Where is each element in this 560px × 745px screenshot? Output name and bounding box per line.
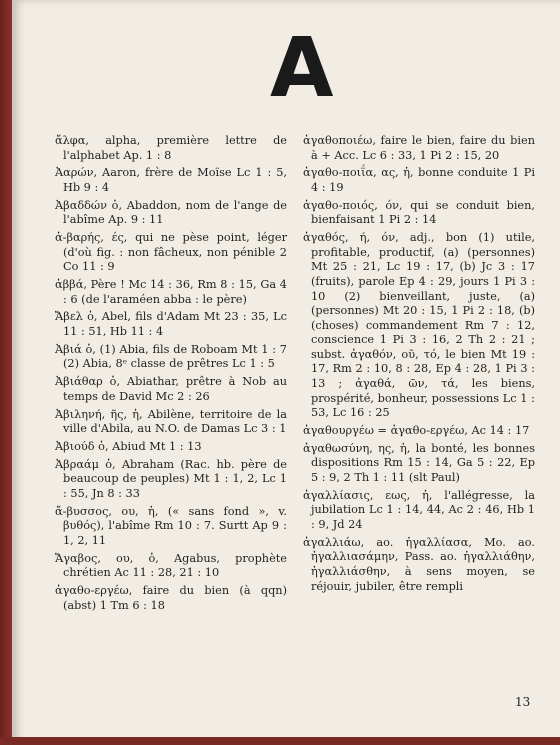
dictionary-entry: Ἀβιούδ ὁ, Abiud Mt 1 : 13	[55, 439, 202, 453]
dictionary-entry: ἀγαθο-εργέω, faire du bien (à qqn) (abst) 1 Tm 6 : 18	[55, 584, 287, 612]
dictionary-entry: ἀγαθο-ποιΐα, ας, ἡ, bonne conduite 1 Pi 4 : 19	[303, 166, 535, 194]
dictionary-entry: ἀγαθουργέω = ἀγαθο-εργέω, Ac 14 : 17	[303, 424, 530, 438]
book-edge	[0, 0, 12, 745]
book-edge-bottom	[0, 737, 560, 745]
dictionary-entry: ἀγαθός, ή, όν, adj., bon (1) utile, profitable, productif, (a) (personnes) Mt 25 : 21, Lc 19 : 17, (b) Jc 3 : 17 (fruits), parole Ep 4 : 29, jours 1 Pi 3 : 10 (2) bienveillant, juste, (a) (personnes) Mt 20 : 15, 1 Pi 2 : 18, (b) (choses) commandement Rm 7 : 12, conscience 1 Pi 3 : 16, 2 Th 2 : 21 ; subst. ἀγαθόν, οῦ, τό, le bien Mt 19 : 17, Rm 2 : 10, 8 : 28, Ep 4 : 28, 1 Pi 3 : 13 ; ἀγαθά, ῶν, τά, les biens, prospérité, bonheur, possessions Lc 1 : 53, Lc 16 : 25	[303, 231, 535, 420]
dictionary-entry: Ἀβιληνή, ῆς, ἡ, Abilène, territoire de la ville d'Abila, au N.O. de Damas Lc 3 : 1	[55, 407, 287, 436]
page-number: 13	[515, 695, 531, 709]
dictionary-entry: Ἀβαδδών ὁ, Abaddon, nom de l'ange de l'abîme Ap. 9 : 11	[55, 198, 287, 227]
dictionary-entry: Ἀβιά ὁ, (1) Abia, fils de Roboam Mt 1 : 7 (2) Abia, 8ᵉ classe de prêtres Lc 1 : 5	[55, 342, 287, 371]
dictionary-entry: Ἀαρών, Aaron, frère de Moïse Lc 1 : 5, Hb 9 : 4	[55, 166, 287, 194]
dictionary-entry: ἀγαλλίασις, εως, ἡ, l'allégresse, la jubilation Lc 1 : 14, 44, Ac 2 : 46, Hb 1 : 9, Jd 24	[303, 488, 535, 531]
dictionary-entry: ἀγαθωσύνη, ης, ἡ, la bonté, les bonnes dispositions Rm 15 : 14, Ga 5 : 22, Ep 5 : 9, 2 Th 1 : 11 (slt Paul)	[303, 441, 535, 484]
section-letter: A	[270, 21, 334, 116]
dictionary-entry: ἄλφα, alpha, première lettre de l'alphabet Ap. 1 : 8	[55, 134, 287, 162]
dictionary-entry: Ἄβελ ὁ, Abel, fils d'Adam Mt 23 : 35, Lc 11 : 51, Hb 11 : 4	[55, 310, 287, 339]
dictionary-entry: Ἀβραάμ ὁ, Abraham (Rac. hb. père de beaucoup de peuples) Mt 1 : 1, 2, Lc 1 : 55, Jn 8 : 33	[55, 457, 287, 500]
right-column	[303, 134, 535, 597]
left-column	[55, 134, 287, 616]
dictionary-entry: ἀββά, Père ! Mc 14 : 36, Rm 8 : 15, Ga 4 : 6 (de l'araméen abba : le père)	[55, 278, 287, 306]
dictionary-entry: ἀγαθοποιέω, faire le bien, faire du bien à + Acc. Lc 6 : 33, 1 Pi 2 : 15, 20	[303, 134, 535, 162]
dictionary-entry: ἀγαθο-ποιός, όν, qui se conduit bien, bienfaisant 1 Pi 2 : 14	[303, 198, 535, 227]
dictionary-entry: ἄ-βυσσος, ου, ἡ, (« sans fond », v. βυθός), l'abîme Rm 10 : 7. Surtt Ap 9 : 1, 2, 11	[55, 504, 287, 547]
dictionary-entry: ἀγαλλιάω, ao. ἠγαλλίασα, Mo. ao. ἠγαλλιασάμην, Pass. ao. ἠγαλλιάθην, ἠγαλλιάσθην, à sens moyen, se réjouir, jubiler, être rempli	[303, 535, 535, 593]
dictionary-entry: Ἀβιάθαρ ὁ, Abiathar, prêtre à Nob au temps de David Mc 2 : 26	[55, 375, 287, 403]
dictionary-entry: ἀ-βαρής, ές, qui ne pèse point, léger (d'où fig. : non fâcheux, non pénible 2 Co 11 : 9	[55, 231, 287, 274]
dictionary-entry: Ἄγαβος, ου, ὁ, Agabus, prophète chrétien Ac 11 : 28, 21 : 10	[55, 551, 287, 580]
